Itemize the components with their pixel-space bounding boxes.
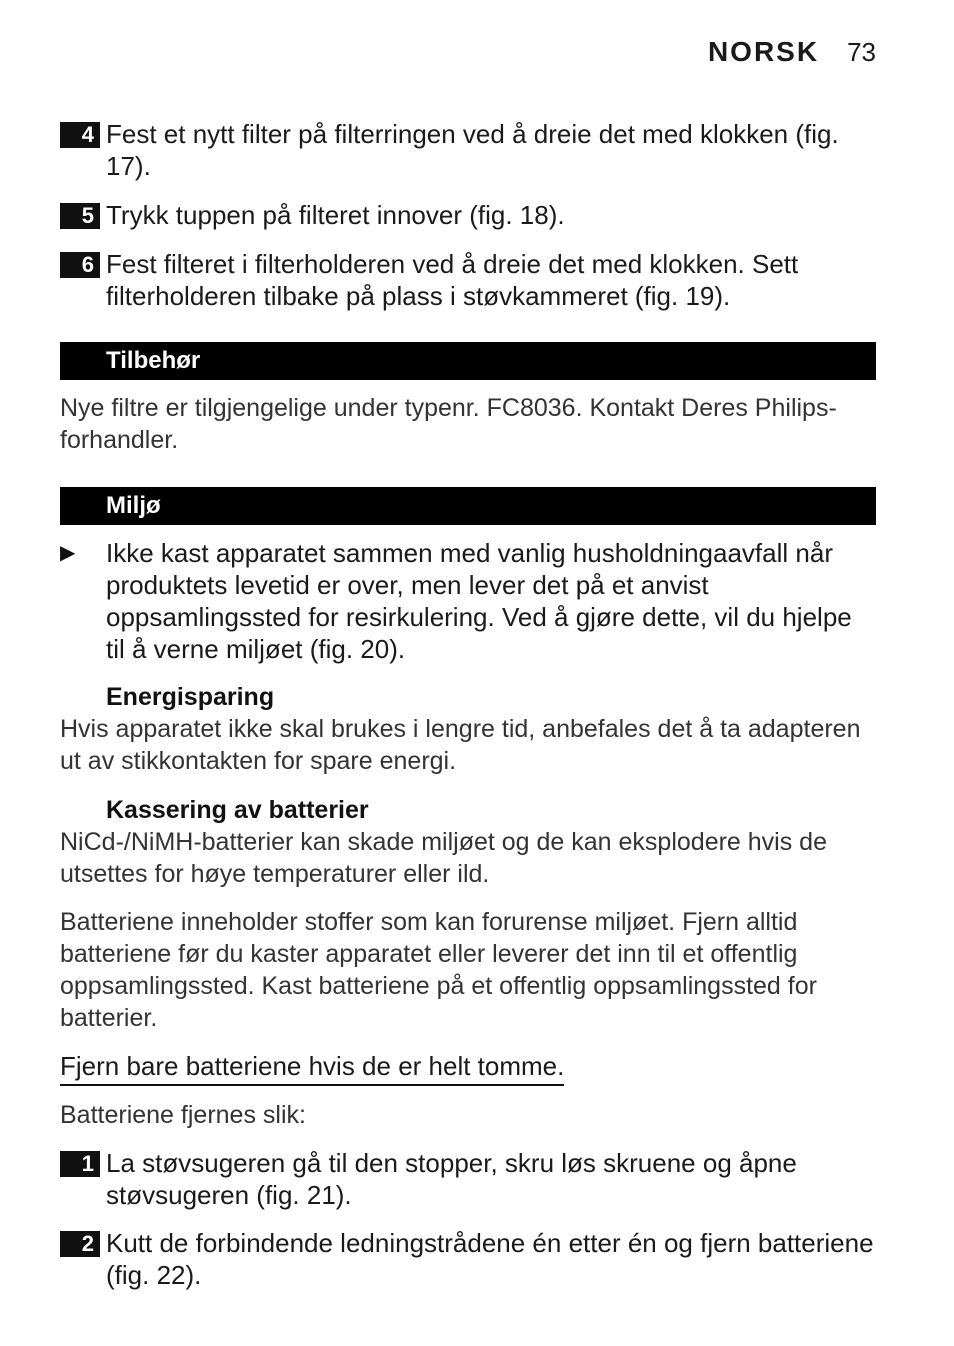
step-number: 6 [60,252,100,278]
page-header [708,36,876,68]
step-5 [60,199,876,231]
battery-text-1: NiCd-/NiMH-batterier kan skade miljøet og de kan eksplodere hvis de utsettes for høye temperaturer eller ild. [60,828,827,888]
battery-heading: Kassering av batterier [106,796,369,824]
step-text: Kutt de forbindende ledningstrådene én etter én og fjern batteriene (fig. 22). [106,1228,874,1290]
triangle-bullet-icon: ▶ [60,542,76,564]
step-text: Trykk tuppen på filteret innover (fig. 18). [106,200,565,230]
battery-section [60,794,876,890]
bullet-text: Ikke kast apparatet sammen med vanlig husholdningaavfall når produktets levetid er over, men lever det på et anvist oppsamlingssted for resirkulering. Ved å gjøre dette, vil du hjelpe til å verne miljøet (fig. 20). [106,538,852,664]
step-text: Fest filteret i filterholderen ved å dreie det med klokken. Sett filterholderen tilbake på plass i støvkammeret (fig. 19). [106,249,799,311]
accessories-text: Nye filtre er tilgjengelige under typenr. FC8036. Kontakt Deres Philips-forhandler. [60,394,837,454]
step-number: 5 [60,203,100,229]
energy-section [60,681,876,777]
step-number: 2 [60,1231,100,1257]
note-text: Fjern bare batteriene hvis de er helt tomme. [60,1050,564,1086]
energy-heading: Energisparing [106,683,275,711]
battery-note [60,1050,876,1086]
step-6 [60,248,876,312]
language-label: NORSK [707,36,820,67]
section-heading-environment: Miljø [60,487,876,525]
energy-text: Hvis apparatet ikke skal brukes i lengre tid, anbefales det å ta adapteren ut av stikkontakten for spare energi. [60,715,861,775]
step-number: 1 [60,1151,100,1177]
step-number: 4 [60,122,100,148]
step-text: Fest et nytt filter på filterringen ved å dreie det med klokken (fig. 17). [106,119,839,181]
section-heading-accessories: Tilbehør [60,342,876,380]
step-1 [60,1147,876,1211]
step-2 [60,1227,876,1291]
step-4 [60,118,876,182]
battery-text-2: Batteriene inneholder stoffer som kan forurense miljøet. Fjern alltid batteriene før du kaster apparatet eller leverer det inn til et offentlig oppsamlingssted. Kast batteriene på et offentlig oppsamlingssted for batterier. [60,908,817,1032]
page-number: 73 [847,37,876,67]
step-text: La støvsugeren gå til den stopper, skru løs skruene og åpne støvsugeren (fig. 21). [106,1148,797,1210]
removal-intro: Batteriene fjernes slik: [60,1101,306,1129]
environment-bullet [60,537,876,665]
